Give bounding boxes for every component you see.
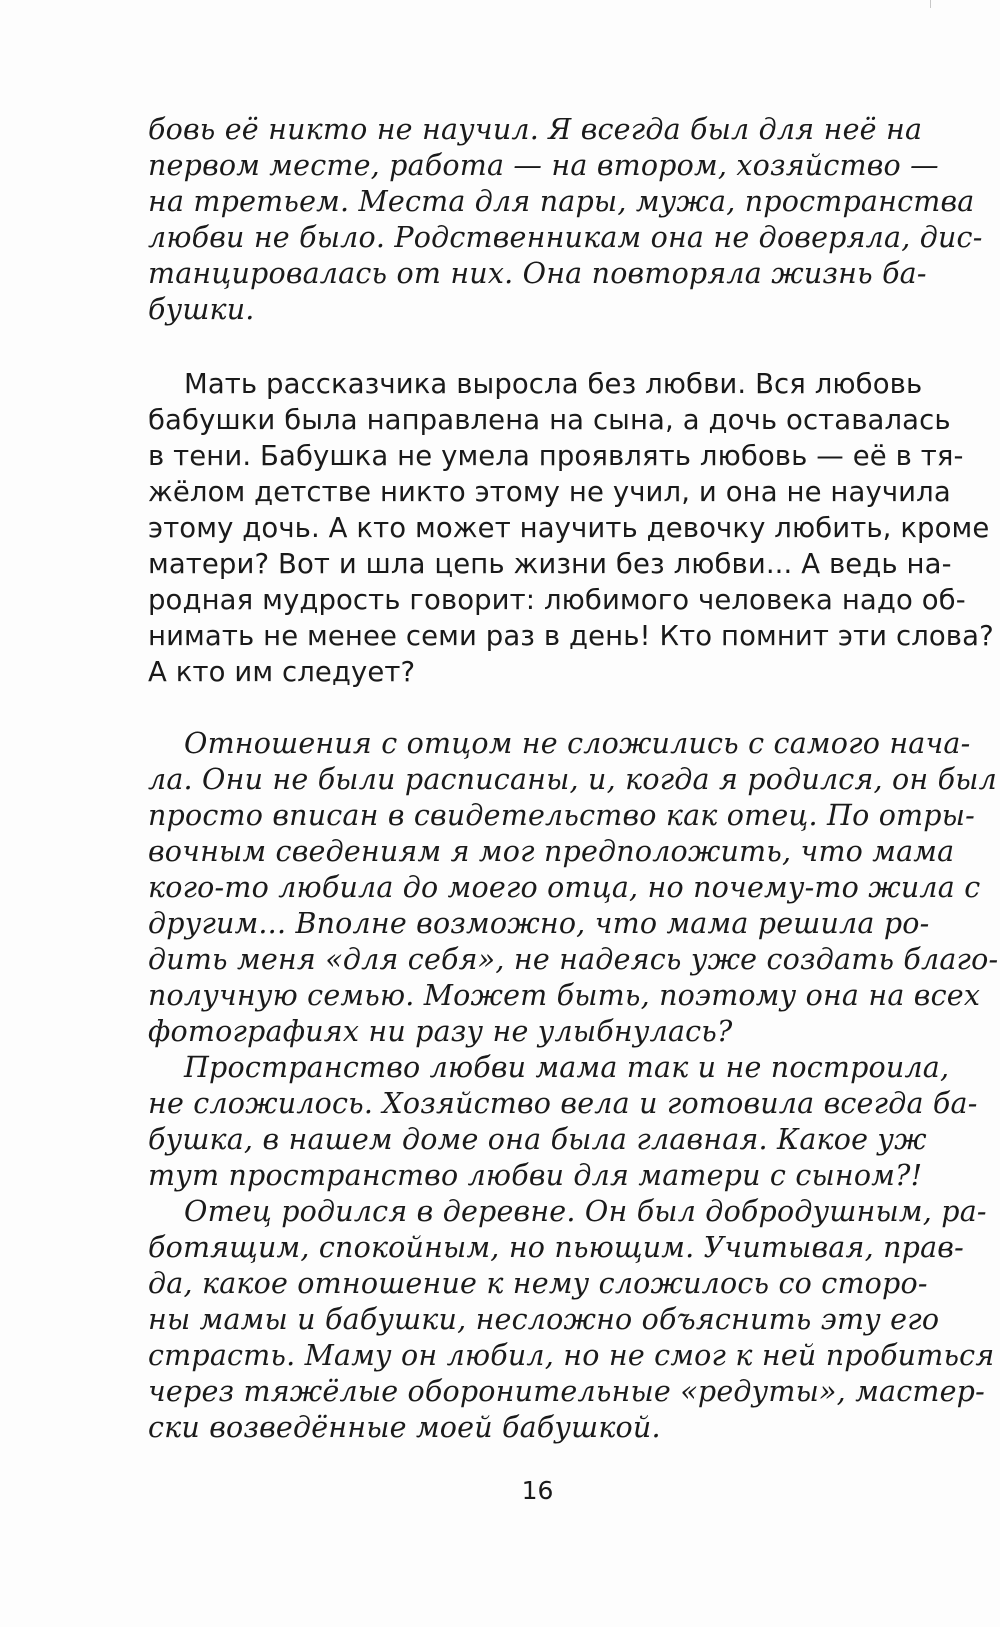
text-line: вочным сведениям я мог предположить, что мама xyxy=(148,835,955,868)
text-line: фотографиях ни разу не улыбнулась? xyxy=(148,1015,733,1048)
text-line: ски возведённые моей бабушкой. xyxy=(148,1411,661,1444)
text-line: Мать рассказчика выросла без любви. Вся любовь xyxy=(184,368,923,400)
page-number: 16 xyxy=(521,1476,554,1505)
text-line: бушки. xyxy=(148,293,255,326)
text-line: этому дочь. А кто может научить девочку любить, кроме xyxy=(148,512,990,544)
text-line: первом месте, работа — на втором, хозяйство — xyxy=(148,149,939,182)
text-line: ны мамы и бабушки, несложно объяснить эту его xyxy=(148,1303,940,1336)
text-line: бабушки была направлена на сына, а дочь оставалась xyxy=(148,404,951,436)
text-line: А кто им следует? xyxy=(148,656,416,688)
text-line: ла. Они не были расписаны, и, когда я родился, он был xyxy=(148,763,997,796)
text-line: просто вписан в свидетельство как отец. По отры- xyxy=(148,799,975,832)
text-line: не сложилось. Хозяйство вела и готовила всегда ба- xyxy=(148,1087,978,1120)
text-line: получную семью. Может быть, поэтому она на всех xyxy=(148,979,981,1012)
text-line: страсть. Маму он любил, но не смог к ней пробиться xyxy=(148,1339,995,1372)
text-line: бовь её никто не научил. Я всегда был для неё на xyxy=(148,113,923,146)
text-line: Отношения с отцом не сложились с самого нача- xyxy=(184,727,971,760)
text-line: через тяжёлые оборонительные «редуты», мастер- xyxy=(148,1375,985,1408)
text-line: кого-то любила до моего отца, но почему-то жила с xyxy=(148,871,981,904)
text-line: родная мудрость говорит: любимого человека надо об- xyxy=(148,584,966,616)
text-line: другим... Вполне возможно, что мама решила ро- xyxy=(148,907,930,940)
text-line: Пространство любви мама так и не построила, xyxy=(184,1051,950,1084)
text-line: на третьем. Места для пары, мужа, пространства xyxy=(148,185,975,218)
text-line: матери? Вот и шла цепь жизни без любви... А ведь на- xyxy=(148,548,952,580)
text-line: да, какое отношение к нему сложилось со сторо- xyxy=(148,1267,928,1300)
text-line: любви не было. Родственникам она не доверяла, дис- xyxy=(148,221,983,254)
text-line: жёлом детстве никто этому не учил, и она не научила xyxy=(148,476,951,508)
text-line: танцировалась от них. Она повторяла жизнь ба- xyxy=(148,257,927,290)
text-line: бушка, в нашем доме она была главная. Какое уж xyxy=(148,1123,927,1156)
text-line: ботящим, спокойным, но пьющим. Учитывая, прав- xyxy=(148,1231,964,1264)
text-line: Отец родился в деревне. Он был добродушным, ра- xyxy=(184,1195,987,1228)
text-line: тут пространство любви для матери с сыном?! xyxy=(148,1159,923,1192)
text-line: нимать не менее семи раз в день! Кто помнит эти слова? xyxy=(148,620,994,652)
text-line: в тени. Бабушка не умела проявлять любовь — её в тя- xyxy=(148,440,964,472)
text-line: дить меня «для себя», не надеясь уже создать благо- xyxy=(148,943,999,976)
scan-edge-mark xyxy=(930,0,945,8)
